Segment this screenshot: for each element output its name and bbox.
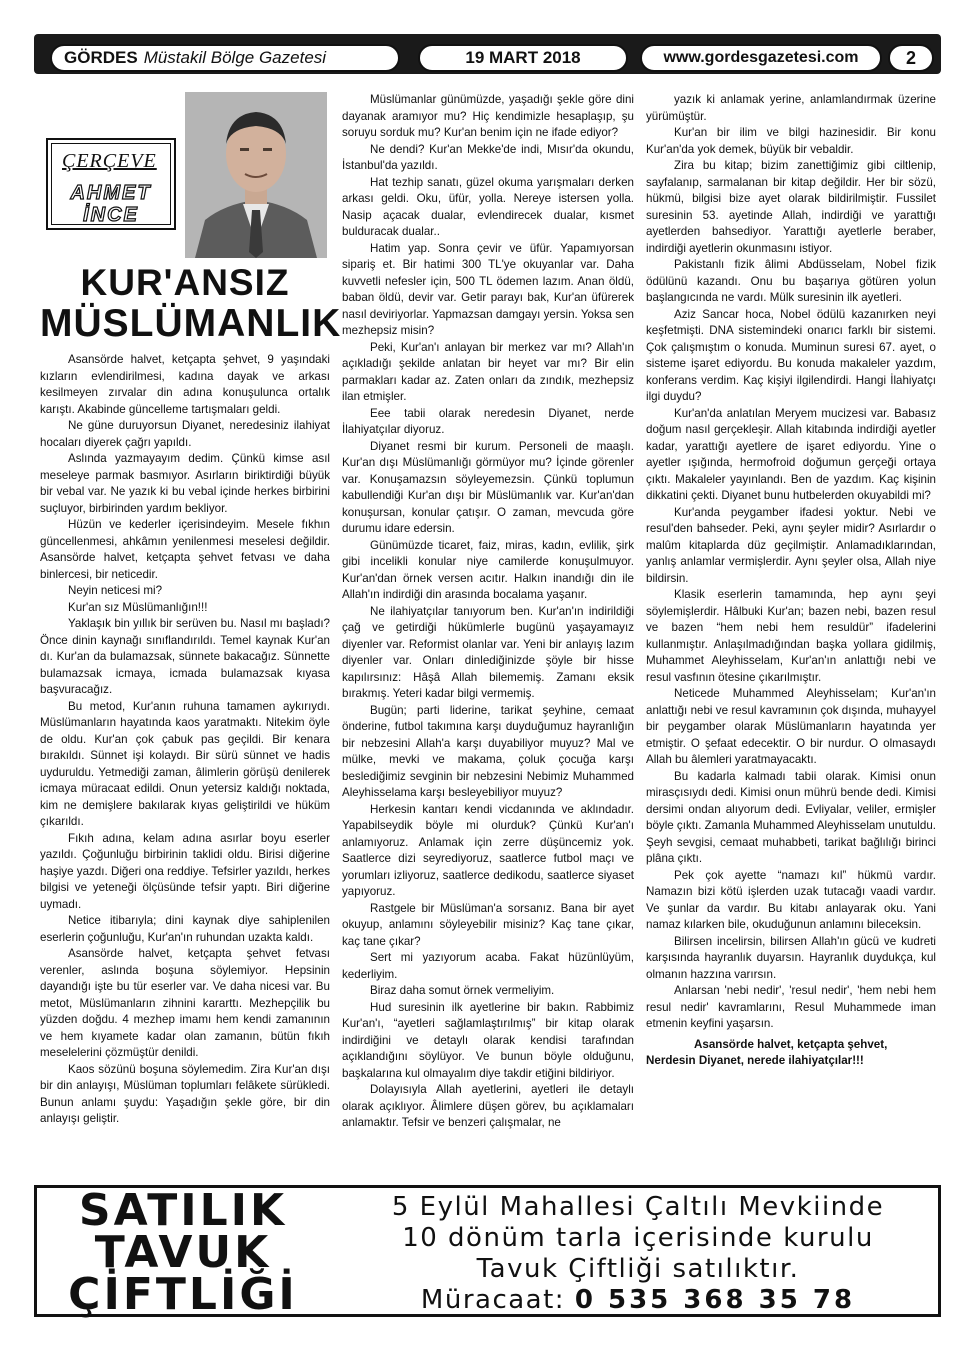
article-column-2 [342,92,634,1132]
paragraph: Neticede Muhammed Aleyhisselam; Kur'an'ın anlattığı nebi ve resul kavramının çok dışında, muhayyel bir peygamber olarak Müslümanların hayatında yer etmiştir. O şefaat edecektir. O bir nurdur. O olmasaydı Allah bu âlemleri yaratmayacaktı. [646,687,936,766]
paper-name: GÖRDES [64,48,138,67]
article-title-line1: KUR'ANSIZ [80,262,290,303]
paragraph: Hatim yap. Sonra çevir ve üfür. Yapamıyorsan sipariş et. Bir hatimi 300 TL'ye okuyanlar var. Daha kuvvetli nefesler için, 500 TL ödemen lazım. Anan öldü, baban öldü, devir var. Getir parayı bak, Kur'an üfürerek nasıl deviriyorlar. Yapmazsan damgayı yersin. Yoksa sen mezhepsiz misin? [342,241,634,337]
paragraph: Klasik eserlerin tamamında, hep aynı şeyi söylemişlerdir. Hâlbuki Kur'an; bazen nebi, bazen resul ve bazen “hem nebi hem resuldür” ifadelerini kullanmıştır. Anlaşılmadığından başka yollara gidilmiş, Muhammet Aleyhisselam, Kur'an'ın anlattığı nebi ve resul vasfının ötesine çıkarılmıştır. [646,588,936,684]
author-photo [185,92,327,258]
closing-line: Asansörde halvet, ketçapta şehvet, [694,1037,888,1051]
ad-headline-line: SATILIK [78,1185,288,1236]
paragraph: Anlarsan 'nebi nedir', 'resul nedir', 'hem nebi hem resul nedir' kavramlarını, Resul Muhammede iman etmenin keyfini yaşarsın. [646,984,936,1030]
paragraph: Hat tezhip sanatı, güzel okuma yarışmaları derken arkası geldi. Oku, üfür, yolla. Nereye istersen yolla. Nasip açacak dualar, evlendirecek dualar, kısmet bulduracak dualar.. [342,175,634,238]
page-number: 2 [888,44,934,72]
paragraph: Diyanet resmi bir kurum. Personeli de maaşlı. Kur'an dışı Müslümanlığı görmüyor mu? İçinde görenler var. Konuşamazsın söyleyemezsin. Çünkü toplumun kabullendiği Kur'an dışı bir Müslümanlık var. Kur'an'dan konuşursan, konular çatışır. O zaman, mevcuda göre durumu idare edersin. [342,439,634,535]
paragraph: Netice itibarıyla; dini kaynak diye sahiplenilen eserlerin çoğunluğu, Kur'an'ın ruhundan uzakta kaldı. [40,914,330,944]
paragraph: Aslında yazmayayım dedim. Çünkü kimse asıl meseleye parmak basmıyor. Asırların biriktirdiği büyük bir vebal var. Ne yazık ki bu vebal içinde herkes birbirini suçluyor, birbirinden yardım bekliyor. [40,452,330,515]
paragraph: Pek çok ayette “namazı kıl” hükmü vardır. Namazın bizi kötü işlerden uzak tutacağı vaadi vardır. Ve şunlar da vardır. Bu kitabı anlayarak oku. Yani namaz kılarken bile, okuduğunun anlamını bileceksin. [646,868,936,931]
paragraph: Kur'anda peygamber ifadesi yoktur. Nebi ve resul'den bahseder. Peki, aynı şeyler midir? Asırlardır o malûm kitaplarda düz geçilmiştir. Anlamadıklarından, yanlış anlamlar vermişlerdir. Aynı şeyler olsa, Allah niye bildirsin. [646,505,936,585]
closing-line: Nerdesin Diyanet, nerede ilahiyatçılar!!! [646,1054,864,1067]
paragraph: Fıkıh adına, kelam adına asırlar boyu eserler yazıldı. Çoğunluğu birbirinin taklidi oldu. Birisi diğerine haşiye yazdı. Diğeri ona reddiye. Tefsirler yazıldı, herkes bilgisi ve yeteneği ölçüsünde tefsir yaptı. Biri diğerine uymadı. [40,831,330,911]
paragraph: Neyin neticesi mi? [68,584,163,597]
ad-body-line: 5 Eylül Mahallesi Çaltılı Mevkiinde [391,1192,885,1222]
column-label: ÇERÇEVE [62,150,157,172]
paragraph: Asansörde halvet, ketçapta şehvet fetvası verenler, aslında boşuna söylemiyor. Hepsinin dayandığı işte bu tür eserler var. Ve daha nicesi var. Bu metot, Müslümanların zihnini kararttı. Mezhepçilik bu yüzden doğdu. 4 mezhep imamı hem kendi zamanının ve hem kıyamete kadar olan zamanın, bütün fıkıh meselelerini çözmüştür denildi. [40,947,330,1059]
paragraph: Kur'an sız Müslümanlığın!!! [68,600,208,614]
paragraph: Biraz daha somut örnek vermeliyim. [370,984,555,997]
paragraph: Ne güne duruyorsun Diyanet, neredesiniz ilahiyat hocaları diyerek çağrı yapıldı. [40,419,330,449]
column-box [46,138,176,230]
paragraph: Günümüzde ticaret, faiz, miras, kadın, evlilik, şirk gibi incelikli konular niye camilerde konuşulmuyor. Kur'an'dan örnek versen acıtır. Halkın inandığı din ile Allah'ın indirdiği din arasında bocalama yaşanır. [342,538,634,601]
author-last-name: İNCE [83,204,139,226]
paragraph: Ne dendi? Kur'an Mekke'de indi, Mısır'da okundu, İstanbul'da yazıldı. [342,142,634,172]
article-column-1 [40,352,330,1128]
paragraph: Dolayısıyla Allah ayetlerini, ayetleri ile detaylı olarak açıklıyor. Âlimlere düşen görev, bu açıklamaları anlamaktır. Tefsir ve benzeri çalışmalar, ne [342,1083,634,1129]
ad-phone-number[interactable]: 0 535 368 35 78 [574,1285,856,1315]
author-first-name: AHMET [70,182,152,204]
paragraph: Pakistanlı fizik âlimi Abdüsselam, Nobel fizik ödülünü kazandı. Onu bu başarıya götüren yolun başlangıcında ne vardı. Mülk suresinin ilk ayetleri. [646,258,936,304]
paragraph: Ne ilahiyatçılar tanıyorum ben. Kur'an'ın indirildiği çağ ve getirdiği hükümlerle bugünü yaşayamayız diyenler var. Reformist olanlar var. Yeni bir anlayış lazım diyenler var. Onları dinlediğinizde şöyle bir hisse kapılırsınız: Hâşâ Allah bilememiş. Zamanı eksik bırakmış. Yeteri kadar bilgi vermemiş. [342,604,634,700]
paragraph: Bu kadarla kalmadı tabii olarak. Kimisi onun mirasçısıydı dedi. Kimisi onun mührü bende dedi. Kimisi dersimi ondan alıyorum dedi. Evliyalar, veliler, ermişler böyle çıktı. Zamanla Muhammed Aleyhisselam unutuldu. Şeyh sevgisi, cemaat muhabbeti, tarikat bağlılığı birinci plâna çıktı. [646,769,936,865]
article-column-3 [646,92,936,1070]
paragraph: Kur'an bir ilim ve bilgi hazinesidir. Bir konu Kur'an'da yok demek, büyük bir vebaldir. [646,126,936,156]
paragraph: Bugün; parti liderine, tarikat şeyhine, cemaat önderine, futbol takımına karşı duyduğumuz hayranlığın bir nebzesini Allah'a karşı duyabiliyor muyuz? Mal ve mülke, mevki ve makama, çoluk çocuğa karşı beslediğimiz sevginin bir nebzesini Nebimiz Muhammed Aleyhisselama karşı besleyebiliyor muyuz? [342,703,634,799]
masthead [50,44,400,72]
ad-body [338,1192,938,1316]
paragraph: Bilirsen incelirsin, bilirsen Allah'ın gücü ve kudreti karşısında hayranlık duyarsın. Hayranlık duydukça, kul olmanın hazzına varırsın. [646,934,936,981]
paragraph: Asansörde halvet, ketçapta şehvet, 9 yaşındaki kızların evlendirilmesi, kadına dayak ve arkası kesilmeyen zırvalar din adına konuşulunca ortalık karıştı. Akabinde güncelleme tartışmaları geldi. [40,353,330,416]
paragraph: Zira bu kitap; bizim zanettiğimiz gibi ciltlenip, sayfalanıp, sarmalanan bir kitap değildir. Her bir sözü, hükmü, bilgisi bize ayet olarak bildirilmiştir. Fussilet suresinin 53. ayetinde Allah, indirdiği ve yarattığı ayetlerden bahsediyor. Yarattığı ayetlerle beraber, indirdiği ayetlerin okunmasını istiyor. [646,159,936,255]
paragraph: yazık ki anlamak yerine, anlamlandırmak üzerine yürümüştür. [646,93,936,123]
column-box-inner [51,143,171,225]
ad-contact [338,1285,938,1316]
paragraph: Hüzün ve kederler içerisindeyim. Mesele fıkhın güncellenmesi, ahkâmın yenilenmesi meselesi değildir. Asansörde halvet, ketçapta şehvet fetvası ve daha binlercesi, bir neticedir. [40,518,330,581]
paper-subtitle: Müstakil Bölge Gazetesi [143,48,327,67]
issue-date: 19 MART 2018 [418,44,628,72]
ad-body-line: 10 dönüm tarla içerisinde kurulu [402,1223,874,1253]
ad-contact-label: Müracaat: [420,1285,566,1315]
paragraph: Kaos sözünü boşuna söylemedim. Zira Kur'an dışı bir din anlayışı, Müslüman toplumları felâkete sürükledi. Bunun anlamı şuydu: Yaşadığın şekle göre, bir din anlayışı geliştir. [40,1062,330,1125]
paragraph: Yaklaşık bin yıllık bir serüven bu. Nasıl mı başladı? Önce dinin kaynağı sınıflandırıldı. Temel kaynak Kur'an dı. Kur'an da bulamazsak, sünnete bakacağız. Sünnette bulamazsak icmaya, icmada bulamazsak kıyasa başvuracağız. [40,617,330,696]
paragraph: Bu metod, Kur'anın ruhuna tamamen aykırıydı. Müslümanların hayatında kaos yaratmaktı. Nitekim öyle de oldu. Kur'an çok çabuk pas geçildi. Bir kenara bırakıldı. Sünnet işi kolaydı. Bir sürü sünnet ve hadis uyduruldu. Yetmediği zaman, âlimlerin görüşü denilerek icmaya müracaat edildi. Onun yetersiz kaldığı noktada, kim ne demişlere bakılarak kıyas geliştirildi ve hüküm çıkarıldı. [40,699,330,828]
website-link[interactable]: www.gordesgazetesi.com [640,44,882,72]
paragraph: Herkesin kantarı kendi vicdanında ve aklındadır. Yapabilseydik böyle mi olurduk? Çünkü Kur'an'ı anlamıyoruz. Anlamak için zerre düşüncemiz yok. Saatlerce dizi seyrediyoruz, saatlerce futbol maçı ve yorumları izliyoruz, saatlerce dedikodu, saatlerce siyaset yapıyoruz. [342,802,634,898]
ad-headline-line: TAVUK [94,1227,272,1278]
paragraph: Hud suresinin ilk ayetlerine bir bakın. Rabbimiz Kur'an'ı, “ayetleri sağlamlaştırılmış” bir kitap olarak indirdiğini ve detaylı olarak kendisi tarafından açıklandığını söylüyor. Ve bunun böyle olduğunu, başkalarına kul olmayalım diye takdir etiğini bildiriyor. [342,1000,634,1080]
paragraph: Peki, Kur'an'ı anlayan bir merkez var mı? Allah'ın açıkladığı şekilde anlatan bir heyet var mı? Bir elin parmakları kadar az. Zaten onları da zındık, mezhepsiz ilan etmişler. [342,340,634,403]
paragraph: Kur'an'da anlatılan Meryem mucizesi var. Babasız doğum nasıl gerçekleşir. Allah kitabında indirdiği ayetler kadar, yarattığı ayetlere de işaret ediyordu. Yine o ayetler ışığında, hermofroid doğumun gerçeği ortaya çıktı. Makaleler yayınlandı. Ben de yazdım. Kaç kişinin dikkatini çekti. Diyanet bunu hutbelerden okuyabildi mi? [646,406,936,502]
paragraph: Rastgele bir Müslüman'a sorsanız. Bana bir ayet okuyup, anlamını söyleyebilir misiniz? Kaç tane çıkar, kaç tane çıkar? [342,901,634,948]
paragraph: Sert mi yazıyorum acaba. Fakat hüzünlüyüm, kederliyim. [342,951,634,981]
ad-headline-line: ÇİFTLİĞİ [68,1269,298,1320]
paragraph: Aziz Sancar hoca, Nobel ödülü kazanırken neyi keşfetmişti. DNA sistemindeki onarıcı farklı bir sistemi. Çok çalışmıştım o konuda. Muminun suresi 67. ayet, o sisteme işaret ediyordu. Bu konuda makaleler yazdım, konferans verdim. Kaç kişiyi ilgilendirdi. Hangi İlahiyatçı ilgi duydu? [646,307,936,403]
paragraph: Müslümanlar günümüzde, yaşadığı şekle göre dini dayanak aramıyor mu? Hiç kendimizle hesaplaşıp, şu soruyu sorduk mu? Kur'an benim için ne ifade ediyor? [342,93,634,139]
ad-headline [38,1185,328,1320]
ad-body-line: Tavuk Çiftliği satılıktır. [476,1254,800,1284]
article-title-line2: MÜSLÜMANLIK [40,302,342,345]
paragraph: Eee tabii olarak neredesin Diyanet, nerde İlahiyatçılar diyoruz. [342,406,634,436]
